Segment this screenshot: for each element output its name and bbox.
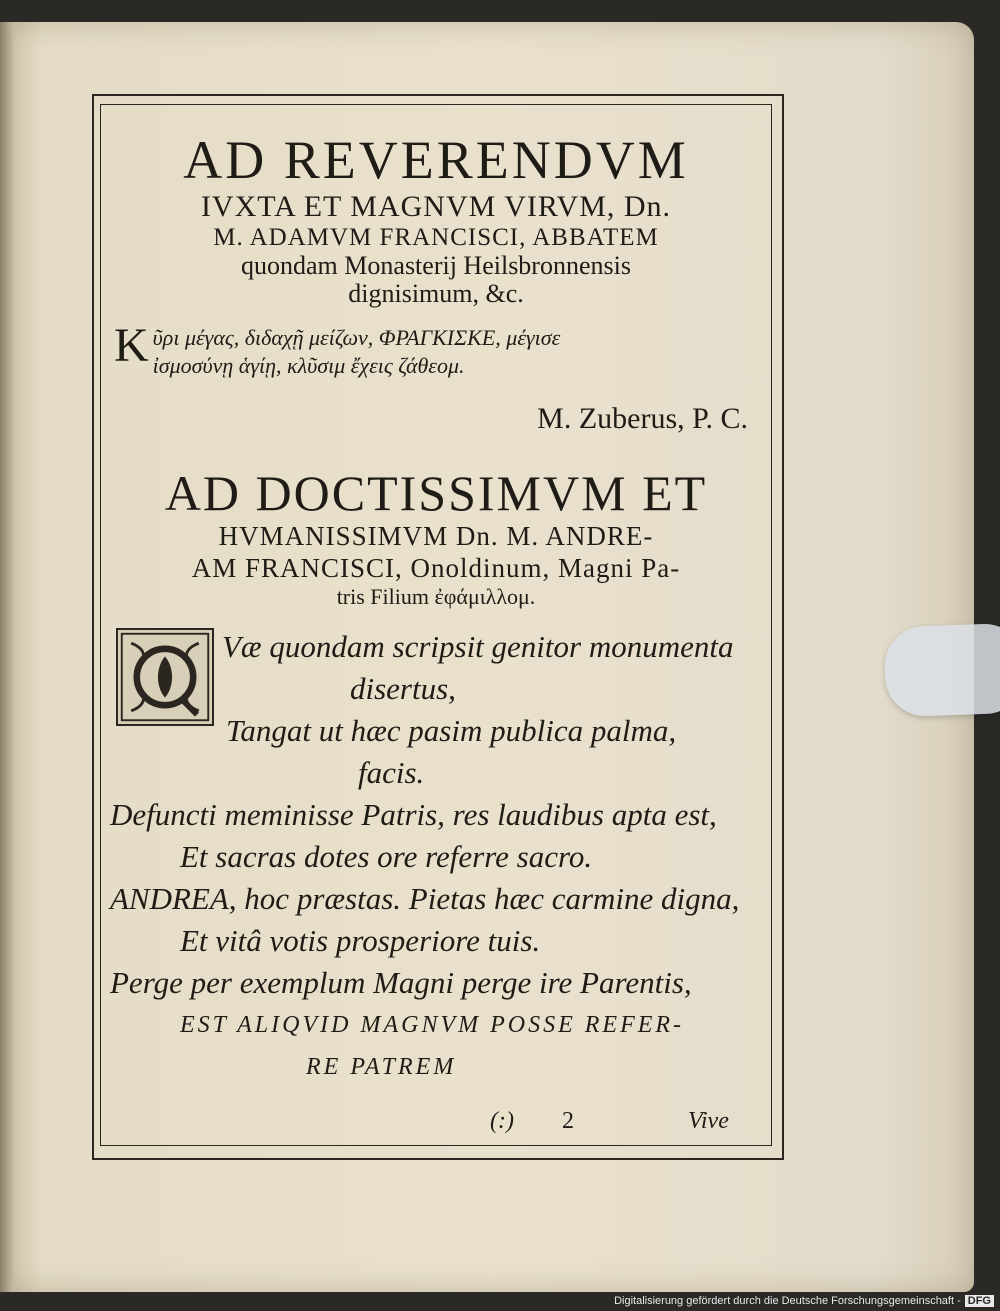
dedication-title: AD REVERENDVM — [183, 130, 689, 190]
dedication-line-5: dignisimum, &c. — [348, 279, 524, 308]
poem-line-6: Et sacras dotes ore referre sacro. — [180, 839, 593, 874]
poem-line-1: Væ quondam scripsit genitor monumenta — [222, 629, 734, 664]
poem-line-7: ANDREA, hoc præstas. Pietas hæc carmine digna, — [110, 881, 740, 916]
page-gutter — [0, 22, 14, 1292]
dedication-line-2: IVXTA ET MAGNVM VIRVM, Dn. — [200, 190, 672, 223]
poem-line-4: facis. — [358, 755, 425, 790]
ornament-icon — [118, 630, 212, 724]
greek-initial: K — [114, 319, 149, 372]
greek-line-2: ἰσμοσύνῃ ἁγίῃ, κλῦσιμ ἔχεις ζάθεομ. — [152, 353, 465, 378]
author-signature: M. Zuberus, P. C. — [537, 402, 748, 435]
second-dedication-line-4: tris Filium ἐφάμιλλομ. — [336, 584, 536, 609]
greek-line-1: ῦρι μέγας, διδαχῇ μείζων, ΦΡΑΓΚΙΣΚΕ, μέγισε — [152, 325, 561, 350]
ornamental-initial-q-icon — [116, 628, 214, 726]
signature-mark: (:) — [490, 1108, 514, 1134]
greek-epigram — [110, 319, 762, 380]
poem-line-10: EST ALIQVID MAGNVM POSSE REFER- — [180, 1012, 685, 1038]
poem-line-2: disertus, — [350, 671, 456, 706]
second-dedication-title: AD DOCTISSIMVM ET — [164, 465, 708, 521]
second-dedication-line-2: HVMANISSIMVM Dn. M. ANDRE- — [218, 521, 654, 551]
page-holder-tab — [883, 623, 1000, 718]
poem-line-3: Tangat ut hæc pasim publica palma, — [226, 713, 677, 748]
dfg-logo-icon: DFG — [965, 1295, 994, 1307]
poem-line-9: Perge per exemplum Magni perge ire Parentis, — [110, 965, 692, 1000]
latin-poem — [110, 626, 762, 1088]
catchword: Vive — [688, 1108, 729, 1134]
funding-notice-text: Digitalisierung gefördert durch die Deutsche Forschungsgemeinschaft - — [614, 1295, 961, 1307]
poem-line-8: Et vitâ votis prosperiore tuis. — [180, 923, 541, 958]
poem-line-5: Defuncti meminisse Patris, res laudibus apta est, — [110, 797, 717, 832]
poem-line-11: RE PATREM — [306, 1054, 457, 1080]
page-text — [110, 130, 762, 1088]
dedication-line-3: M. ADAMVM FRANCISCI, ABBATEM — [213, 224, 659, 251]
second-dedication-line-3: AM FRANCISCI, Onoldinum, Magni Pa- — [191, 553, 681, 583]
dedication-line-4: quondam Monasterij Heilsbronnensis — [241, 251, 631, 280]
page-number: 2 — [562, 1108, 574, 1134]
funding-notice — [614, 1295, 994, 1307]
